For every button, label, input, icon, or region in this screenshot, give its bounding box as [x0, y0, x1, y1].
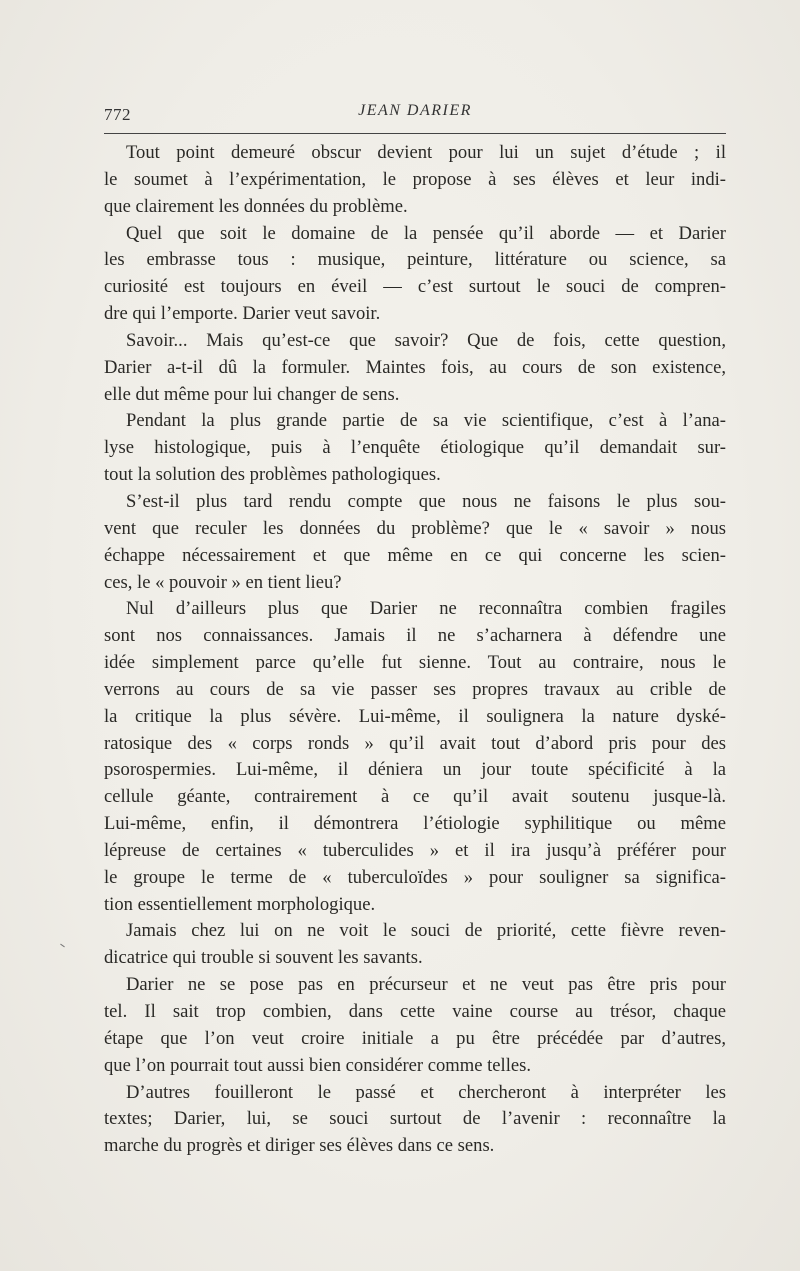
running-title: JEAN DARIER [358, 102, 472, 119]
text-line: tel. Il sait trop combien, dans cette vaine course au trésor, chaque [104, 1001, 726, 1022]
text-line: verrons au cours de sa vie passer ses propres travaux au crible de [104, 678, 726, 700]
text-line: ratosique des « corps ronds » qu’il avait tout d’abord pris pour des [104, 732, 726, 754]
text-line: psorospermies. Lui-même, il déniera un jour toute spécificité à la [104, 759, 726, 781]
text-line: dicatrice qui trouble si souvent les savants. [104, 947, 423, 969]
text-line: Tout point demeuré obscur devient pour lui un sujet d’étude ; il [126, 142, 726, 163]
text-line: le soumet à l’expérimentation, le propose à ses élèves et leur indi- [104, 168, 726, 190]
text-line: Quel que soit le domaine de la pensée qu’il aborde — et Darier [126, 222, 726, 244]
text-line: tion essentiellement morphologique. [104, 893, 376, 915]
text-line: sont nos connaissances. Jamais il ne s’acharnera à défendre une [104, 625, 726, 647]
text-line: Darier a-t-il dû la formuler. Maintes fois, au cours de son existence, [104, 356, 726, 378]
text-line: Lui-même, enfin, il démontrera l’étiologie syphilitique ou même [104, 813, 726, 835]
text-line: le groupe le terme de « tuberculoïdes » pour souligner sa significa- [104, 866, 726, 888]
text-line: les embrasse tous : musique, peinture, littérature ou science, sa [104, 249, 726, 271]
text-line: S’est-il plus tard rendu compte que nous ne faisons le plus sou- [126, 490, 726, 512]
text-line: la critique la plus sévère. Lui-même, il soulignera la nature dyské- [104, 705, 726, 727]
text-line: étape que l’on veut croire initiale a pu être précédée par d’autres, [104, 1027, 726, 1049]
page-header [104, 100, 726, 126]
header-rule [104, 133, 726, 134]
body-text [104, 140, 726, 1160]
text-line: marche du progrès et diriger ses élèves dans ce sens. [104, 1135, 495, 1157]
text-line: Savoir... Mais qu’est-ce que savoir? Que de fois, cette question, [126, 329, 726, 351]
text-line: Jamais chez lui on ne voit le souci de priorité, cette fièvre reven- [126, 920, 726, 942]
text-line: dre qui l’emporte. Darier veut savoir. [104, 303, 381, 325]
text-line: que l’on pourrait tout aussi bien considérer comme telles. [104, 1054, 532, 1076]
text-line: échappe nécessairement et que même en ce qui concerne les scien- [104, 544, 726, 566]
text-line: textes; Darier, lui, se souci surtout de l’avenir : reconnaître la [104, 1108, 726, 1130]
text-line: lépreuse de certaines « tuberculides » et il ira jusqu’à préférer pour [104, 839, 726, 861]
text-line: cellule géante, contrairement à ce qu’il avait soutenu jusque-là. [104, 786, 726, 808]
text-line: elle dut même pour lui changer de sens. [104, 383, 400, 405]
text-line: Darier ne se pose pas en précurseur et ne veut pas être pris pour [126, 974, 726, 996]
page-number: 772 [104, 105, 131, 124]
text-line: D’autres fouilleront le passé et chercheront à interpréter les [126, 1081, 726, 1103]
text-line: idée simplement parce qu’elle fut sienne. Tout au contraire, nous le [104, 652, 726, 674]
text-line: Pendant la plus grande partie de sa vie scientifique, c’est à l’ana- [126, 410, 726, 432]
text-line: tout la solution des problèmes pathologiques. [104, 464, 441, 486]
text-line: ces, le « pouvoir » en tient lieu? [104, 571, 342, 593]
text-line: que clairement les données du problème. [104, 195, 408, 217]
text-line: Nul d’ailleurs plus que Darier ne reconnaîtra combien fragiles [126, 598, 726, 620]
text-line: lyse histologique, puis à l’enquête étiologique qu’il demandait sur- [104, 437, 726, 459]
text-line: vent que reculer les données du problème? que le « savoir » nous [104, 517, 726, 539]
paper-speck [60, 944, 65, 948]
text-line: curiosité est toujours en éveil — c’est surtout le souci de compren- [104, 276, 726, 298]
